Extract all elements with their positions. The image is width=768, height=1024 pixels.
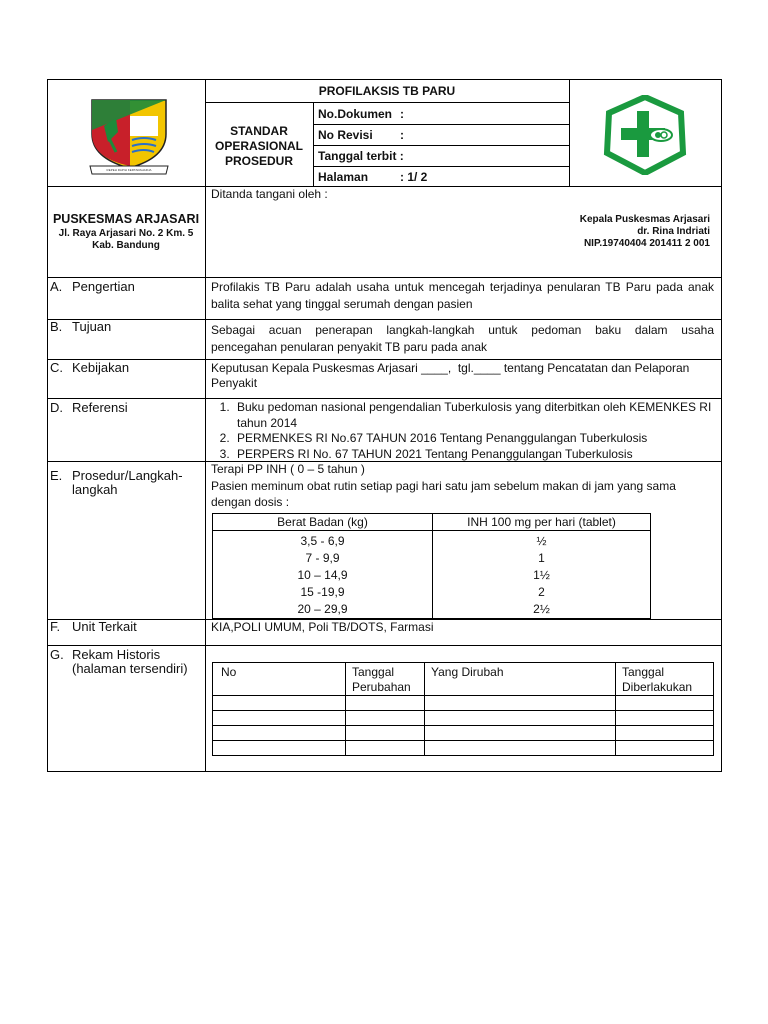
section-e-title-1: Prosedur/Langkah- (72, 468, 183, 483)
kemenkes-logo (603, 95, 687, 175)
org-name: PUSKESMAS ARJASARI (52, 212, 200, 226)
history-header-berlaku-2: Diberlakukan (622, 680, 693, 694)
dose-inh-3: 1½ (533, 568, 550, 582)
history-cell (425, 726, 616, 741)
field-halaman-value: : 1/ 2 (400, 170, 428, 184)
prosedur-line-2: dengan dosis : (211, 495, 290, 509)
section-g-letter: G. (50, 647, 64, 662)
org-address-line-2: Kab. Bandung (92, 240, 160, 251)
left-column-divider (205, 79, 206, 772)
dose-table (212, 513, 651, 619)
dose-weight-3: 10 – 14,9 (297, 568, 348, 582)
history-row (213, 726, 714, 741)
dose-header-inh: INH 100 mg per hari (tablet) (433, 514, 651, 531)
field-no-revisi-label: No Revisi (318, 128, 373, 142)
history-cell (213, 741, 346, 756)
section-e-label (50, 468, 183, 483)
title-bottom-line (205, 102, 569, 103)
row-line-g (47, 645, 722, 646)
history-cell (346, 726, 425, 741)
history-header-dirubah-text: Yang Dirubah (431, 665, 504, 679)
document-title: PROFILAKSIS TB PARU (318, 84, 456, 98)
field-no-revisi-value: : (400, 128, 404, 142)
history-cell (616, 696, 714, 711)
row-line-d (47, 398, 722, 399)
field-halaman-label: Halaman (318, 170, 369, 184)
tujuan-line-2: pencegahan penularan penyakit TB paru pada anak (211, 340, 487, 354)
pengertian-line-1: Profilakis TB Paru adalah usaha untuk mencegah terjadinya penularan TB Paru pada anak (211, 280, 714, 294)
history-header-tanggal-1: Tanggal (352, 665, 395, 679)
section-e-title-2: langkah (72, 482, 118, 497)
therapy-title: Terapi PP INH ( 0 – 5 tahun ) (211, 462, 365, 476)
history-cell (616, 726, 714, 741)
dose-inh-4: 2 (538, 585, 545, 599)
history-row (213, 741, 714, 756)
tujuan-line-1: Sebagai acuan penerapan langkah-langkah untuk pedoman baku dalam usaha (211, 323, 714, 337)
field-line-2 (313, 145, 569, 146)
section-g-title-2: (halaman tersendiri) (72, 661, 188, 676)
crest-motto: REPEH RAPIH KERTARAHARJA (106, 168, 152, 172)
section-a-title: Pengertian (72, 279, 135, 294)
reference-item-3: 3. PERPERS RI No. 67 TAHUN 2021 Tentang Penanggulangan Tuberkulosis (233, 447, 723, 463)
sop-label-line-2: OPERASIONAL (214, 139, 303, 153)
section-a-letter: A. (50, 279, 63, 294)
section-a-label (50, 279, 135, 294)
section-d-letter: D. (50, 400, 63, 415)
section-g-label (50, 647, 160, 662)
header-bottom-line (47, 186, 722, 187)
dose-weight-column (213, 531, 433, 619)
sop-label-line-1: STANDAR (230, 124, 288, 138)
history-cell (346, 741, 425, 756)
history-cell (213, 696, 346, 711)
kebijakan-line-2: Penyakit (211, 376, 258, 390)
section-b-label (50, 319, 111, 334)
org-address-line-1: Jl. Raya Arjasari No. 2 Km. 5 (58, 228, 194, 239)
prosedur-line-1: Pasien meminum obat rutin setiap pagi hari satu jam sebelum makan di jam yang sama (211, 479, 676, 493)
section-f-label (50, 619, 137, 634)
kebijakan-line-1: Keputusan Kepala Puskesmas Arjasari ____, tgl.____ tentang Pencatatan dan Pelaporan (211, 361, 690, 375)
history-cell (346, 711, 425, 726)
history-cell (213, 726, 346, 741)
field-tanggal-terbit-label: Tanggal terbit : (318, 149, 404, 163)
dose-weight-1: 3,5 - 6,9 (300, 534, 345, 548)
history-cell (425, 696, 616, 711)
history-header-tanggal (346, 663, 425, 696)
dose-weight-4: 15 -19,9 (300, 585, 345, 599)
dose-inh-column (433, 531, 651, 619)
section-f-letter: F. (50, 619, 61, 634)
bandung-crest-logo (86, 96, 172, 178)
history-cell (616, 741, 714, 756)
history-header-no (213, 663, 346, 696)
field-line-3 (313, 166, 569, 167)
history-row (213, 711, 714, 726)
history-cell (616, 711, 714, 726)
dose-inh-2: 1 (538, 551, 545, 565)
section-c-label (50, 360, 129, 375)
signer-title: Kepala Puskesmas Arjasari (579, 214, 710, 225)
header-right-divider (569, 79, 570, 186)
signature-bottom-line (47, 277, 722, 278)
dose-header-weight: Berat Badan (kg) (213, 514, 433, 531)
section-c-letter: C. (50, 360, 63, 375)
history-row (213, 696, 714, 711)
reference-item-2: 2. PERMENKES RI No.67 TAHUN 2016 Tentang Penanggulangan Tuberkulosis (233, 431, 723, 447)
dose-weight-2: 7 - 9,9 (305, 551, 340, 565)
section-d-title: Referensi (72, 400, 128, 415)
signer-nip: NIP.19740404 201411 2 001 (583, 238, 710, 249)
signature-label: Ditanda tangani oleh : (211, 187, 328, 201)
pengertian-line-2: balita sehat yang tinggal serumah dengan pasien (211, 297, 473, 311)
sop-field-divider (313, 102, 314, 186)
history-table (212, 662, 714, 756)
section-b-letter: B. (50, 319, 63, 334)
history-header-berlaku-1: Tanggal (622, 665, 665, 679)
sop-label-line-3: PROSEDUR (224, 154, 293, 168)
field-line-1 (313, 124, 569, 125)
field-no-dokumen-label: No.Dokumen (318, 107, 393, 121)
section-b-title: Tujuan (72, 319, 112, 334)
dose-inh-1: ½ (536, 534, 547, 548)
signer-name: dr. Rina Indriati (637, 226, 710, 237)
history-header-dirubah (425, 663, 616, 696)
section-g-title-1: Rekam Historis (72, 647, 161, 662)
history-cell (425, 741, 616, 756)
history-header-no-text: No (221, 665, 237, 679)
history-header-berlaku (616, 663, 714, 696)
dose-inh-5: 2½ (533, 602, 550, 616)
dose-weight-5: 20 – 29,9 (297, 602, 348, 616)
reference-list (211, 400, 723, 462)
history-header-tanggal-2: Perubahan (352, 680, 411, 694)
unit-terkait-value: KIA,POLI UMUM, Poli TB/DOTS, Farmasi (211, 620, 434, 634)
history-cell (213, 711, 346, 726)
field-no-dokumen-value: : (400, 107, 404, 121)
row-line-b (47, 319, 722, 320)
reference-item-1: 1. Buku pedoman nasional pengendalian Tuberkulosis yang diterbitkan oleh KEMENKES RI tahun 2014 (233, 400, 723, 431)
section-d-label (50, 400, 128, 415)
section-c-title: Kebijakan (72, 360, 130, 375)
section-e-letter: E. (50, 468, 63, 483)
history-cell (346, 696, 425, 711)
history-cell (425, 711, 616, 726)
section-f-title: Unit Terkait (72, 619, 137, 634)
